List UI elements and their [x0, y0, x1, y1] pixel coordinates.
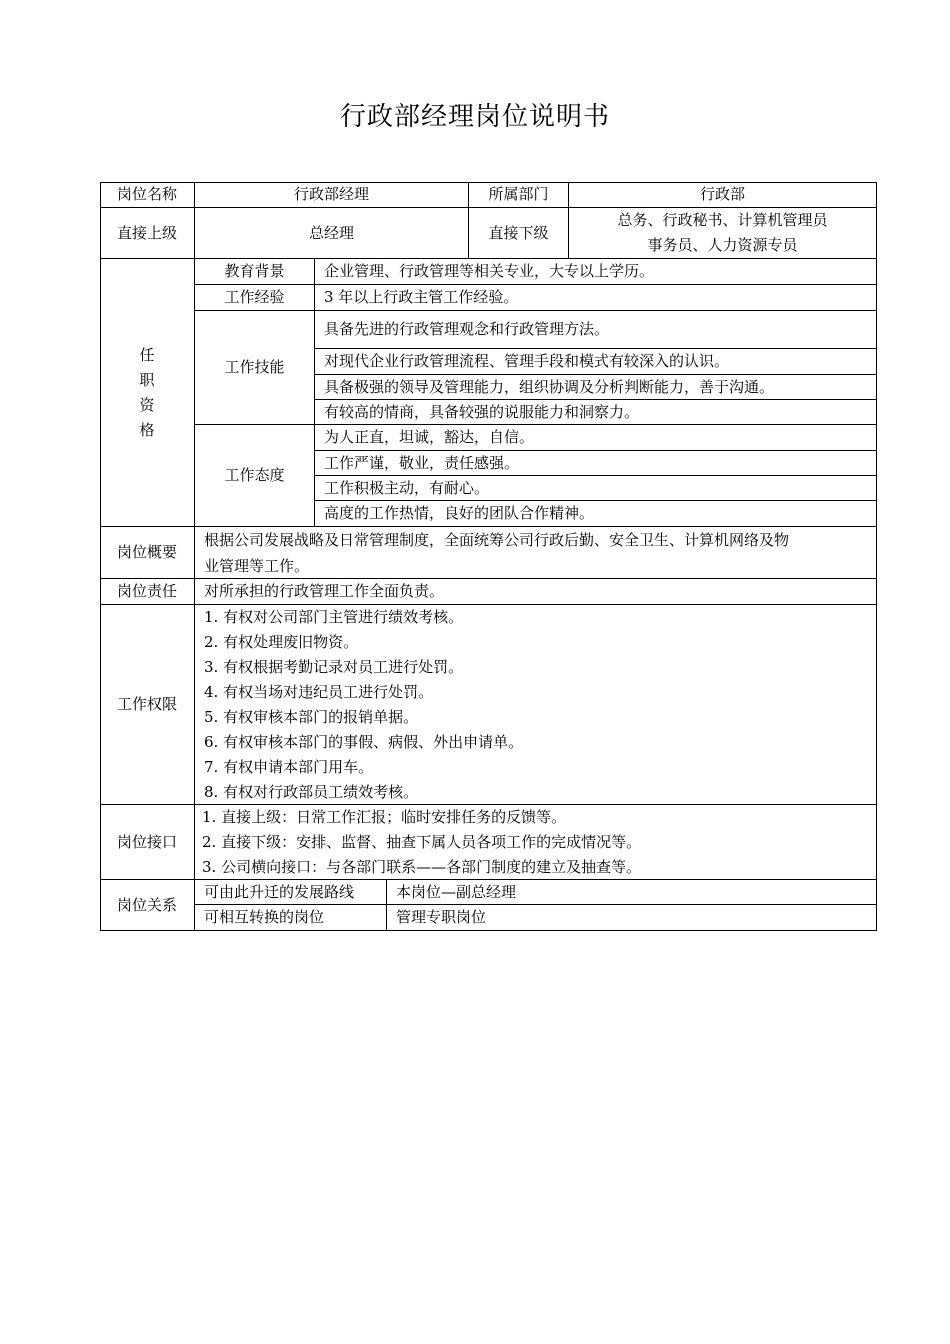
- transfer-label: 可相互转换的岗位: [195, 905, 387, 931]
- skills-item: 对现代企业行政管理流程、管理手段和模式有较深入的认识。: [315, 349, 877, 375]
- authority-item: 3. 有权根据考勤记录对员工进行处罚。: [204, 658, 464, 676]
- interface-list: [195, 805, 877, 880]
- direct-superior-label: 直接上级: [100, 208, 195, 259]
- attitude-label: 工作态度: [195, 425, 315, 527]
- subordinate-line: 事务员、人力资源专员: [647, 236, 798, 254]
- experience-label: 工作经验: [195, 285, 315, 311]
- direct-subordinate-label: 直接下级: [469, 208, 569, 259]
- skills-label: 工作技能: [195, 311, 315, 425]
- authority-item: 4. 有权当场对违纪员工进行处罚。: [204, 683, 434, 701]
- department-value: 行政部: [569, 182, 877, 208]
- education-label: 教育背景: [195, 259, 315, 285]
- authority-item: 8. 有权对行政部员工绩效考核。: [204, 783, 419, 801]
- qualifications-char: 格: [139, 420, 155, 439]
- promotion-path-label: 可由此升迁的发展路线: [195, 880, 387, 905]
- attitude-item: 为人正直，坦诚，豁达，自信。: [315, 425, 877, 451]
- qualifications-char: 资: [139, 395, 155, 414]
- authority-label: 工作权限: [100, 605, 195, 805]
- qualifications-char: 任: [139, 345, 155, 364]
- interface-item: 3. 公司横向接口：与各部门联系——各部门制度的建立及抽查等。: [202, 858, 642, 876]
- relations-label: 岗位关系: [100, 880, 195, 931]
- skills-item: 有较高的情商，具备较强的说服能力和洞察力。: [315, 400, 877, 425]
- authority-item: 5. 有权审核本部门的报销单据。: [204, 708, 419, 726]
- qualifications-char: 职: [139, 370, 155, 389]
- position-name-value: 行政部经理: [195, 182, 469, 208]
- attitude-item: 工作积极主动，有耐心。: [315, 476, 877, 501]
- skills-item: 具备极强的领导及管理能力，组织协调及分析判断能力，善于沟通。: [315, 375, 877, 400]
- interface-item: 1. 直接上级：日常工作汇报；临时安排任务的反馈等。: [202, 808, 567, 826]
- overview-line: 业管理等工作。: [204, 557, 310, 575]
- education-value: 企业管理、行政管理等相关专业，大专以上学历。: [315, 259, 877, 285]
- responsibility-value: 对所承担的行政管理工作全面负责。: [195, 579, 877, 605]
- direct-subordinate-value: [569, 208, 877, 259]
- responsibility-label: 岗位责任: [100, 579, 195, 605]
- attitude-item: 高度的工作热情，良好的团队合作精神。: [315, 501, 877, 527]
- authority-list: [195, 605, 877, 805]
- authority-item: 7. 有权申请本部门用车。: [204, 758, 374, 776]
- interface-item: 2. 直接下级：安排、监督、抽查下属人员各项工作的完成情况等。: [202, 833, 642, 851]
- position-name-label: 岗位名称: [100, 182, 195, 208]
- interface-label: 岗位接口: [100, 805, 195, 880]
- authority-item: 1. 有权对公司部门主管进行绩效考核。: [204, 608, 464, 626]
- subordinate-line: 总务、行政秘书、计算机管理员: [617, 211, 828, 229]
- overview-label: 岗位概要: [100, 527, 195, 579]
- skills-item: 具备先进的行政管理观念和行政管理方法。: [315, 311, 877, 349]
- department-label: 所属部门: [469, 182, 569, 208]
- document-title: 行政部经理岗位说明书: [339, 102, 610, 132]
- direct-superior-value: 总经理: [195, 208, 469, 259]
- overview-value: [195, 527, 877, 579]
- overview-line: 根据公司发展战略及日常管理制度，全面统筹公司行政后勤、安全卫生、计算机网络及物: [204, 531, 790, 549]
- transfer-value: 管理专职岗位: [387, 905, 877, 931]
- promotion-path-value: 本岗位—副总经理: [387, 880, 877, 905]
- experience-value: 3 年以上行政主管工作经验。: [315, 285, 877, 311]
- attitude-item: 工作严谨，敬业，责任感强。: [315, 451, 877, 476]
- authority-item: 6. 有权审核本部门的事假、病假、外出申请单。: [204, 733, 524, 751]
- qualifications-label: [100, 259, 195, 527]
- authority-item: 2. 有权处理废旧物资。: [204, 633, 359, 651]
